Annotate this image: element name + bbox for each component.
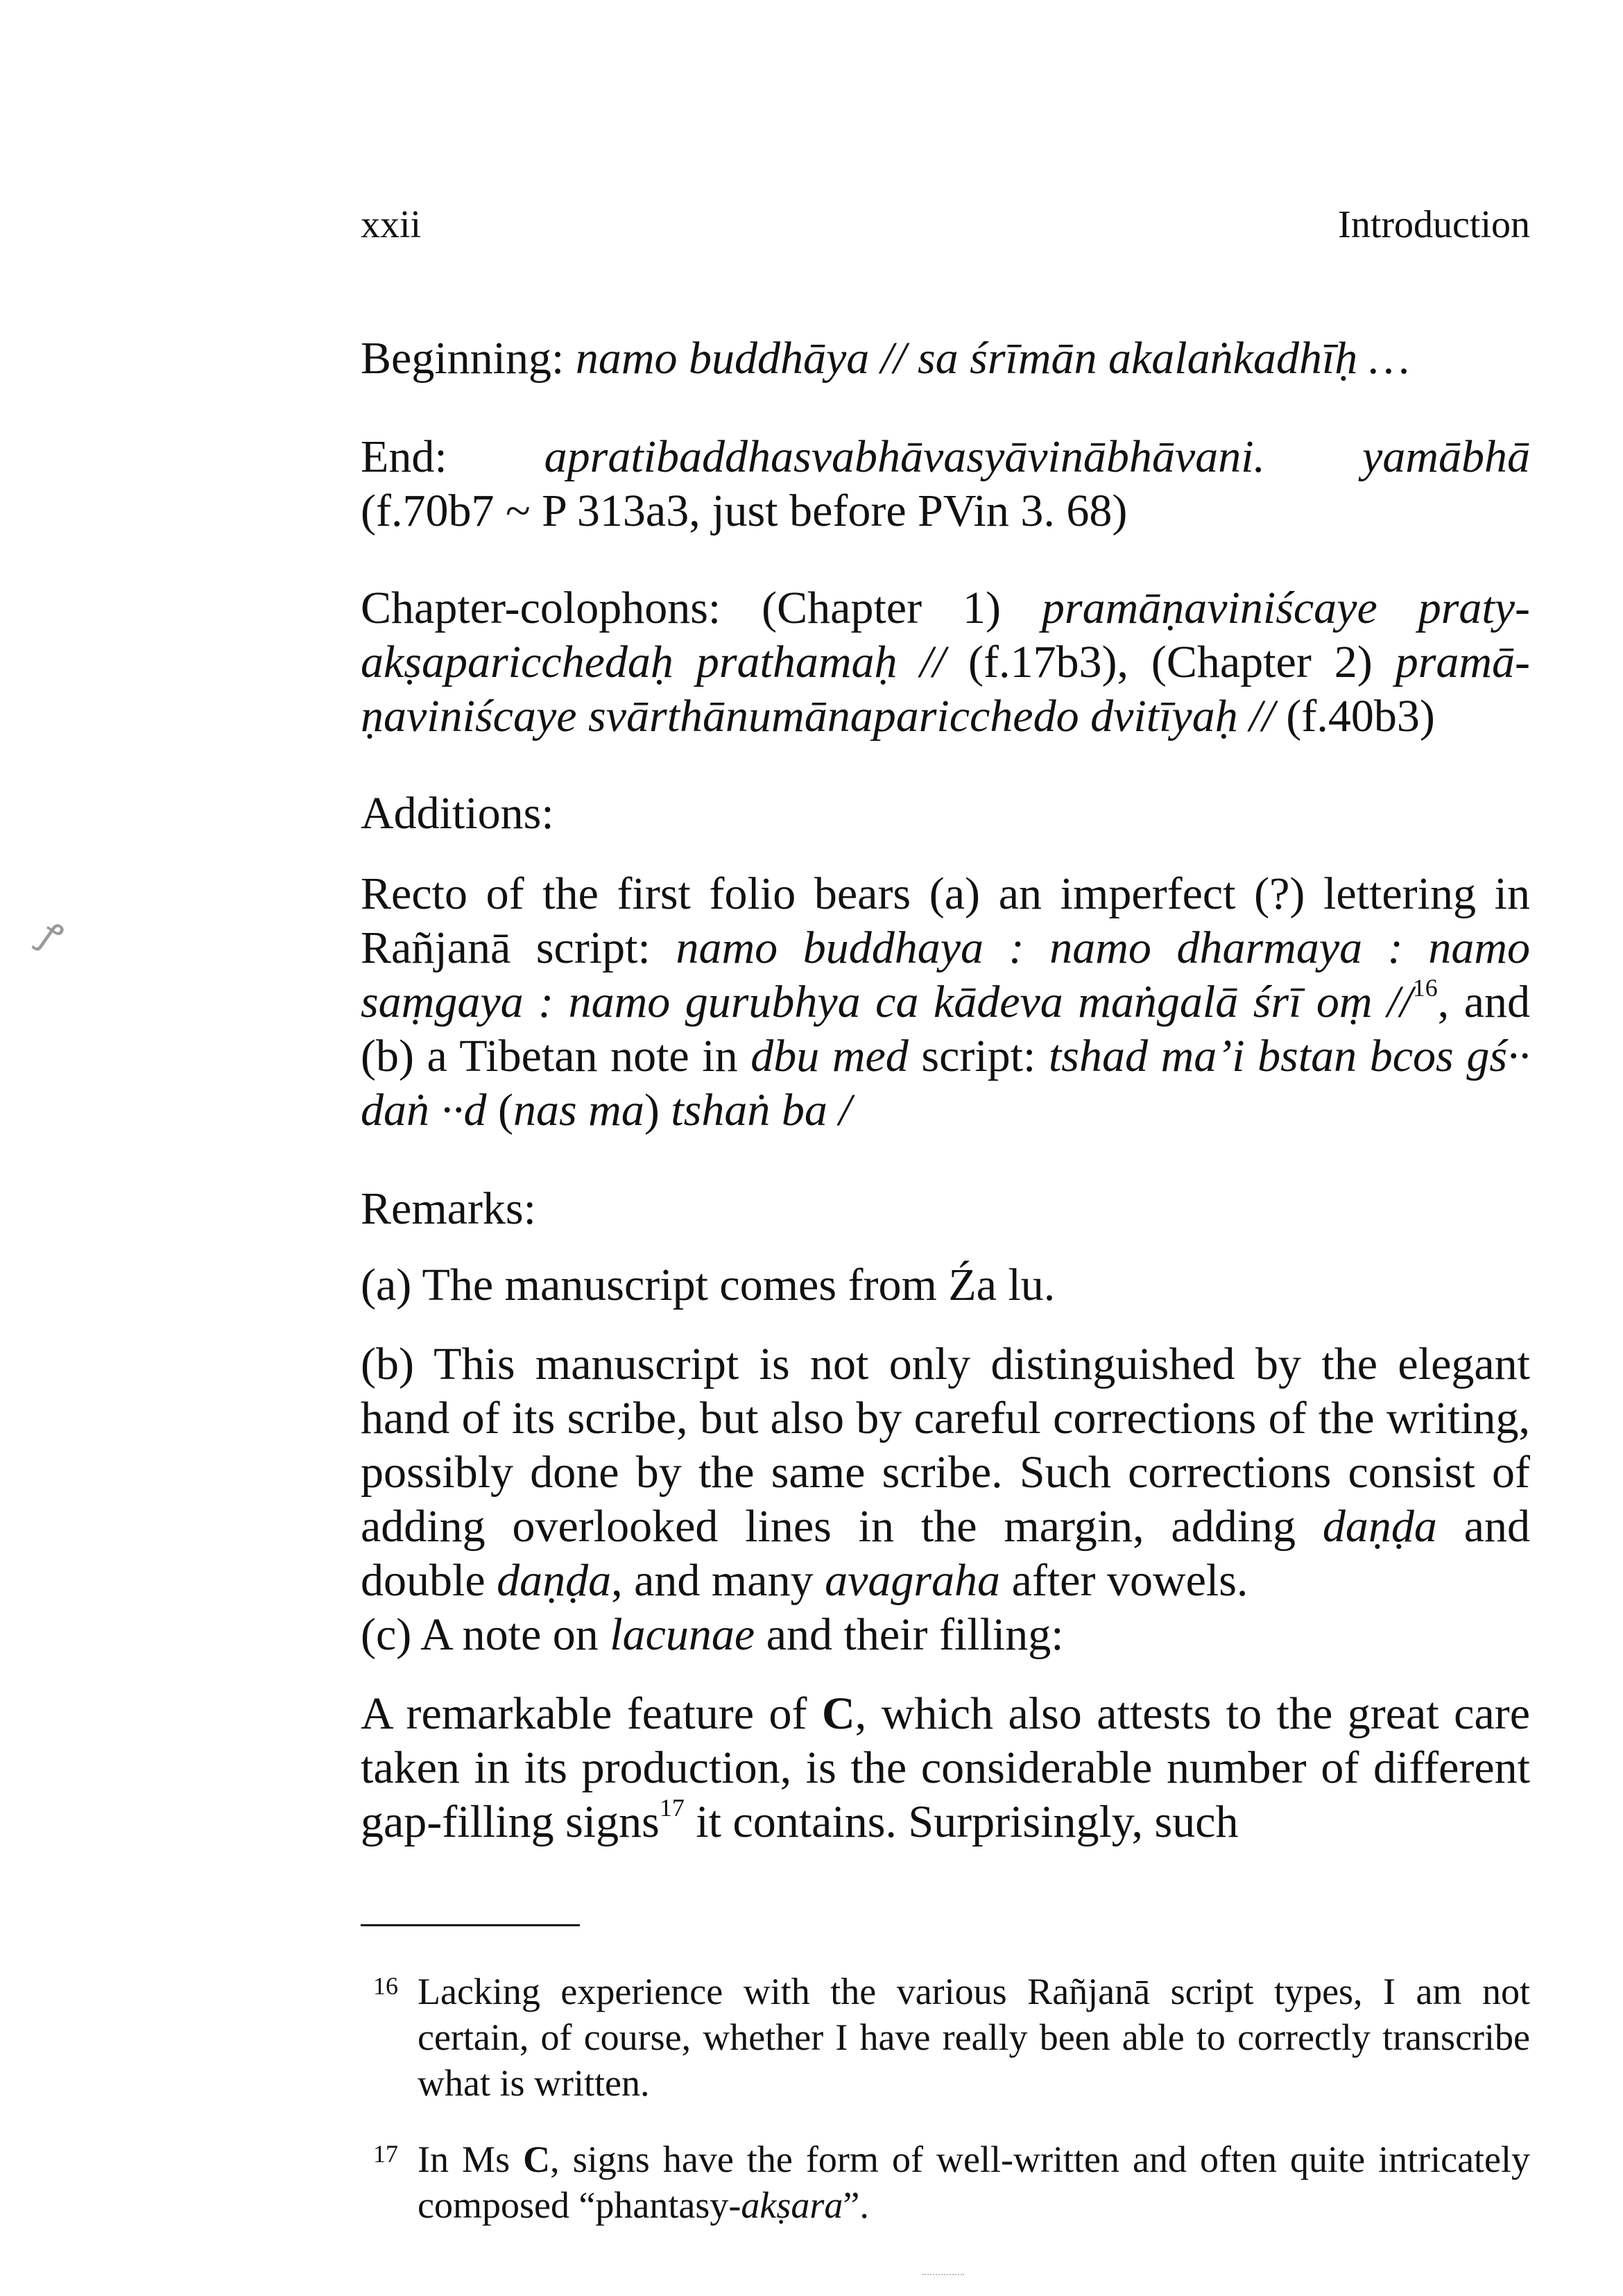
scan-specks <box>922 2274 964 2277</box>
end-entry <box>361 430 1530 538</box>
footnote-ref-17[interactable]: 17 <box>659 1794 685 1822</box>
colophon-ch1-text-a: pramāṇaviniścaye praty- <box>1041 583 1530 633</box>
footnote-17-siglum: C <box>523 2139 551 2180</box>
remark-b <box>361 1337 1530 1608</box>
remark-d-text-2: , which also attests to the great care taken in its production, is the considerable number of different gap-filling signs <box>361 1688 1531 1847</box>
beginning-line <box>361 332 1530 386</box>
term-aksara: akṣara <box>741 2184 843 2226</box>
running-header: Introduction <box>1338 203 1530 246</box>
remarks-heading: Remarks: <box>361 1183 536 1234</box>
remark-b-text-3: , and many <box>611 1555 814 1606</box>
footnote-17-text-2: , signs have the form of well-written and often quite intricately composed “phantasy- <box>418 2139 1531 2226</box>
remark-c-text-2: and their filling: <box>766 1609 1064 1660</box>
remark-b-text-1: (b) This manuscript is not only distinguished by the elegant hand of its scribe, but also by careful corrections of the writing, possibly done by the same scribe. Such corrections consist of adding overlooked lines in the margin, adding <box>361 1339 1530 1552</box>
term-lacunae: lacunae <box>610 1609 755 1660</box>
term-double-danda: daṇḍa <box>497 1555 612 1606</box>
additions-paragraph <box>361 867 1530 1138</box>
end-line <box>361 430 1530 484</box>
colophon-ch2-text-a: pramā- <box>1395 637 1531 687</box>
additions-text-3: script: <box>921 1031 1036 1081</box>
additions-text-2: , and (b) a Tibetan note in <box>361 977 1531 1081</box>
margin-mark: ꝭ <box>32 915 69 958</box>
remark-c <box>361 1608 1530 1662</box>
additions-dbu-med: dbu med <box>750 1031 909 1081</box>
footnote-17 <box>373 2136 1530 2228</box>
footnote-16-text: Lacking experience with the various Rañjanā script types, I am not certain, of course, whether I have really been able to correctly transcribe what is written. <box>418 1971 1530 2104</box>
colophon-ch2-ref: (f.40b3) <box>1286 691 1435 742</box>
end-text: apratibaddhasvabhāvasyāvinābhāvani. <box>544 431 1266 482</box>
term-avagraha: avagraha <box>825 1555 1001 1606</box>
siglum-C: C <box>822 1688 855 1739</box>
additions-ranjana-text: namo buddhaya : namo dharmaya : namo saṃgaya : namo gurubhya ca kādeva maṅgalā śrī oṃ // <box>361 923 1531 1027</box>
paren-open: ( <box>498 1085 513 1136</box>
beginning-text: namo buddhāya // sa śrīmān akalaṅkadhīḥ … <box>575 333 1410 384</box>
remark-a: (a) The manuscript comes from Źa lu. <box>361 1260 1056 1310</box>
paren-close: ) <box>644 1085 660 1136</box>
additions-nas-ma: nas ma <box>513 1085 644 1136</box>
end-label: End: <box>361 431 447 482</box>
additions-tibetan-text-2: tshaṅ ba / <box>671 1085 852 1136</box>
additions-heading: Additions: <box>361 788 554 839</box>
page-number: xxii <box>361 203 422 246</box>
colophon-ch1-text-b: akṣaparicchedaḥ prathamaḥ // <box>361 637 946 687</box>
remark-c-text-1: (c) A note on <box>361 1609 599 1660</box>
footnote-16-number: 16 <box>373 1972 398 2000</box>
end-reference: (f.70b7 ~ P 313a3, just before PVin 3. 68) <box>361 486 1128 536</box>
term-danda: daṇḍa <box>1322 1501 1437 1552</box>
end-text-2: yamābhā <box>1362 431 1530 482</box>
additions-tibetan-text: tshad ma’i bstan bcos gś·· daṅ ··d <box>361 1031 1530 1136</box>
remark-d-text-3: it contains. Surprisingly, such <box>696 1797 1239 1847</box>
colophon-ch1-label: (Chapter 1) <box>762 583 1001 633</box>
colophon-ch2-text-b: ṇaviniścaye svārthānumānaparicchedo dvitīyaḥ // <box>361 691 1275 742</box>
colophon-ch2-label: (Chapter 2) <box>1151 637 1373 687</box>
colophon-ch1-ref: (f.17b3), <box>968 637 1128 687</box>
footnote-17-text-3: ”. <box>843 2184 869 2226</box>
remark-b-text-2: and double <box>361 1501 1531 1606</box>
footnote-ref-16[interactable]: 16 <box>1412 974 1438 1002</box>
footnote-rule <box>361 1924 580 1926</box>
colophons-label: Chapter-colophons: <box>361 583 721 633</box>
footnote-17-text-1: In Ms <box>418 2139 510 2180</box>
footnote-17-text <box>418 2136 1530 2228</box>
beginning-label: Beginning: <box>361 333 565 384</box>
additions-text-1: Recto of the first folio bears (a) an imperfect (?) lettering in Rañjanā script: <box>361 868 1530 973</box>
footnote-17-number: 17 <box>373 2140 398 2168</box>
remark-d <box>361 1687 1530 1849</box>
remark-b-text-4: after vowels. <box>1011 1555 1248 1606</box>
footnote-16 <box>373 1969 1530 2106</box>
chapter-colophons <box>361 581 1530 744</box>
remark-d-text-1: A remarkable feature of <box>361 1688 807 1739</box>
